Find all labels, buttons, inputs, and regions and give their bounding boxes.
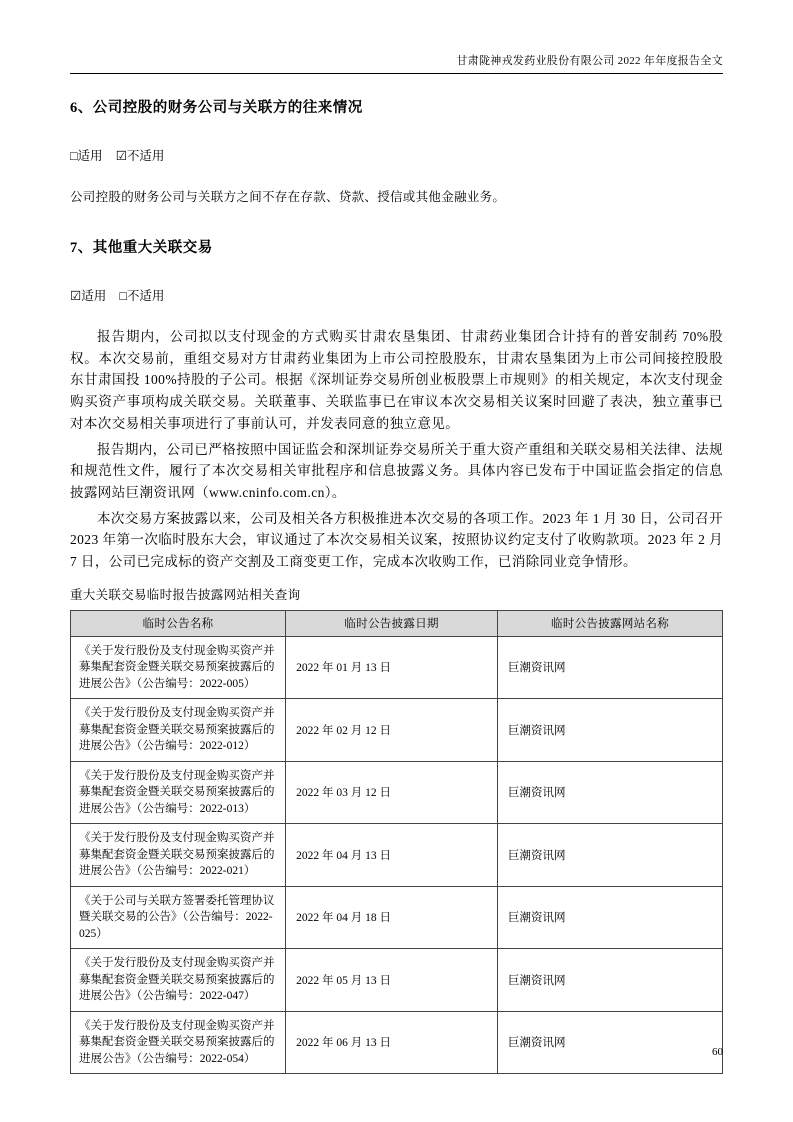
announcement-name: 《关于发行股份及支付现金购买资产并募集配套资金暨关联交易预案披露后的进展公告》（公告编号：2022-013） <box>71 761 286 824</box>
disclosure-site: 巨潮资讯网 <box>498 699 723 762</box>
disclosure-date: 2022 年 02 月 12 日 <box>286 699 498 762</box>
table-row <box>71 824 723 887</box>
disclosure-date: 2022 年 01 月 13 日 <box>286 636 498 699</box>
disclosure-site: 巨潮资讯网 <box>498 1011 723 1074</box>
report-title: 甘肃陇神戎发药业股份有限公司 2022 年年度报告全文 <box>456 55 723 67</box>
paragraph: 本次交易方案披露以来，公司及相关各方积极推进本次交易的各项工作。2023 年 1 月 30 日，公司召开 2023 年第一次临时股东大会，审议通过了本次交易相关议案，按照协议约定支付了收购款项。2023 年 2 月 7 日，公司已完成标的资产交割及工商变更工作，完成本次收购工作，已消除同业竞争情形。 <box>70 510 723 570</box>
column-header-announcement-name: 临时公告名称 <box>71 610 286 636</box>
paragraph: 报告期内，公司拟以支付现金的方式购买甘肃农垦集团、甘肃药业集团合计持有的普安制药 70%股权。本次交易前，重组交易对方甘肃药业集团为上市公司控股股东，甘肃农垦集团为上市公司间接控股股东甘肃国投 100%持股的子公司。根据《深圳证券交易所创业板股票上市规则》的相关规定，本次支付现金购买资产事项构成关联交易。关联董事、关联监事已在审议本次交易相关议案时回避了表决，独立董事已对本次交易相关事项进行了事前认可，并发表同意的独立意见。 <box>70 329 723 431</box>
section-6-applicability <box>70 146 723 164</box>
column-header-disclosure-site: 临时公告披露网站名称 <box>498 610 723 636</box>
announcement-name: 《关于公司与关联方签署委托管理协议暨关联交易的公告》（公告编号：2022-025） <box>71 886 286 949</box>
announcement-name: 《关于发行股份及支付现金购买资产并募集配套资金暨关联交易预案披露后的进展公告》（公告编号：2022-012） <box>71 699 286 762</box>
page-header <box>70 52 723 74</box>
disclosure-site: 巨潮资讯网 <box>498 824 723 887</box>
page-content <box>70 96 723 1074</box>
section-6-heading: 6、公司控股的财务公司与关联方的往来情况 <box>70 100 363 116</box>
disclosure-date: 2022 年 04 月 13 日 <box>286 824 498 887</box>
table-row <box>71 636 723 699</box>
table-row <box>71 886 723 949</box>
checkbox-not-applicable-checked: ☑不适用 <box>115 149 165 163</box>
table-row <box>71 1011 723 1074</box>
disclosure-date: 2022 年 04 月 18 日 <box>286 886 498 949</box>
section-7-heading: 7、其他重大关联交易 <box>70 240 213 256</box>
table-header-row <box>71 610 723 636</box>
checkbox-not-applicable-unchecked: □不适用 <box>119 289 165 303</box>
checkbox-applicable-checked: ☑适用 <box>70 289 107 303</box>
disclosure-site: 巨潮资讯网 <box>498 636 723 699</box>
disclosure-date: 2022 年 03 月 12 日 <box>286 761 498 824</box>
disclosure-date: 2022 年 06 月 13 日 <box>286 1011 498 1074</box>
paragraph: 报告期内，公司已严格按照中国证监会和深圳证券交易所关于重大资产重组和关联交易相关法律、法规和规范性文件，履行了本次交易相关审批程序和信息披露义务。具体内容已发布于中国证监会指定的信息披露网站巨潮资讯网（www.cninfo.com.cn）。 <box>70 441 723 500</box>
page-number: 60 <box>712 1046 723 1058</box>
disclosure-site: 巨潮资讯网 <box>498 949 723 1012</box>
announcement-name: 《关于发行股份及支付现金购买资产并募集配套资金暨关联交易预案披露后的进展公告》（公告编号：2022-047） <box>71 949 286 1012</box>
checkbox-applicable-unchecked: □适用 <box>70 149 103 163</box>
table-caption: 重大关联交易临时报告披露网站相关查询 <box>70 587 301 602</box>
announcement-name: 《关于发行股份及支付现金购买资产并募集配套资金暨关联交易预案披露后的进展公告》（公告编号：2022-054） <box>71 1011 286 1074</box>
section-7-applicability <box>70 286 723 304</box>
disclosure-site: 巨潮资讯网 <box>498 761 723 824</box>
section-6-body: 公司控股的财务公司与关联方之间不存在存款、贷款、授信或其他金融业务。 <box>70 190 506 204</box>
disclosure-date: 2022 年 05 月 13 日 <box>286 949 498 1012</box>
table-row <box>71 699 723 762</box>
section-7-paragraphs <box>70 326 723 573</box>
disclosure-table <box>70 610 723 1075</box>
announcement-name: 《关于发行股份及支付现金购买资产并募集配套资金暨关联交易预案披露后的进展公告》（公告编号：2022-005） <box>71 636 286 699</box>
disclosure-site: 巨潮资讯网 <box>498 886 723 949</box>
table-row <box>71 761 723 824</box>
announcement-name: 《关于发行股份及支付现金购买资产并募集配套资金暨关联交易预案披露后的进展公告》（公告编号：2022-021） <box>71 824 286 887</box>
table-row <box>71 949 723 1012</box>
column-header-disclosure-date: 临时公告披露日期 <box>286 610 498 636</box>
